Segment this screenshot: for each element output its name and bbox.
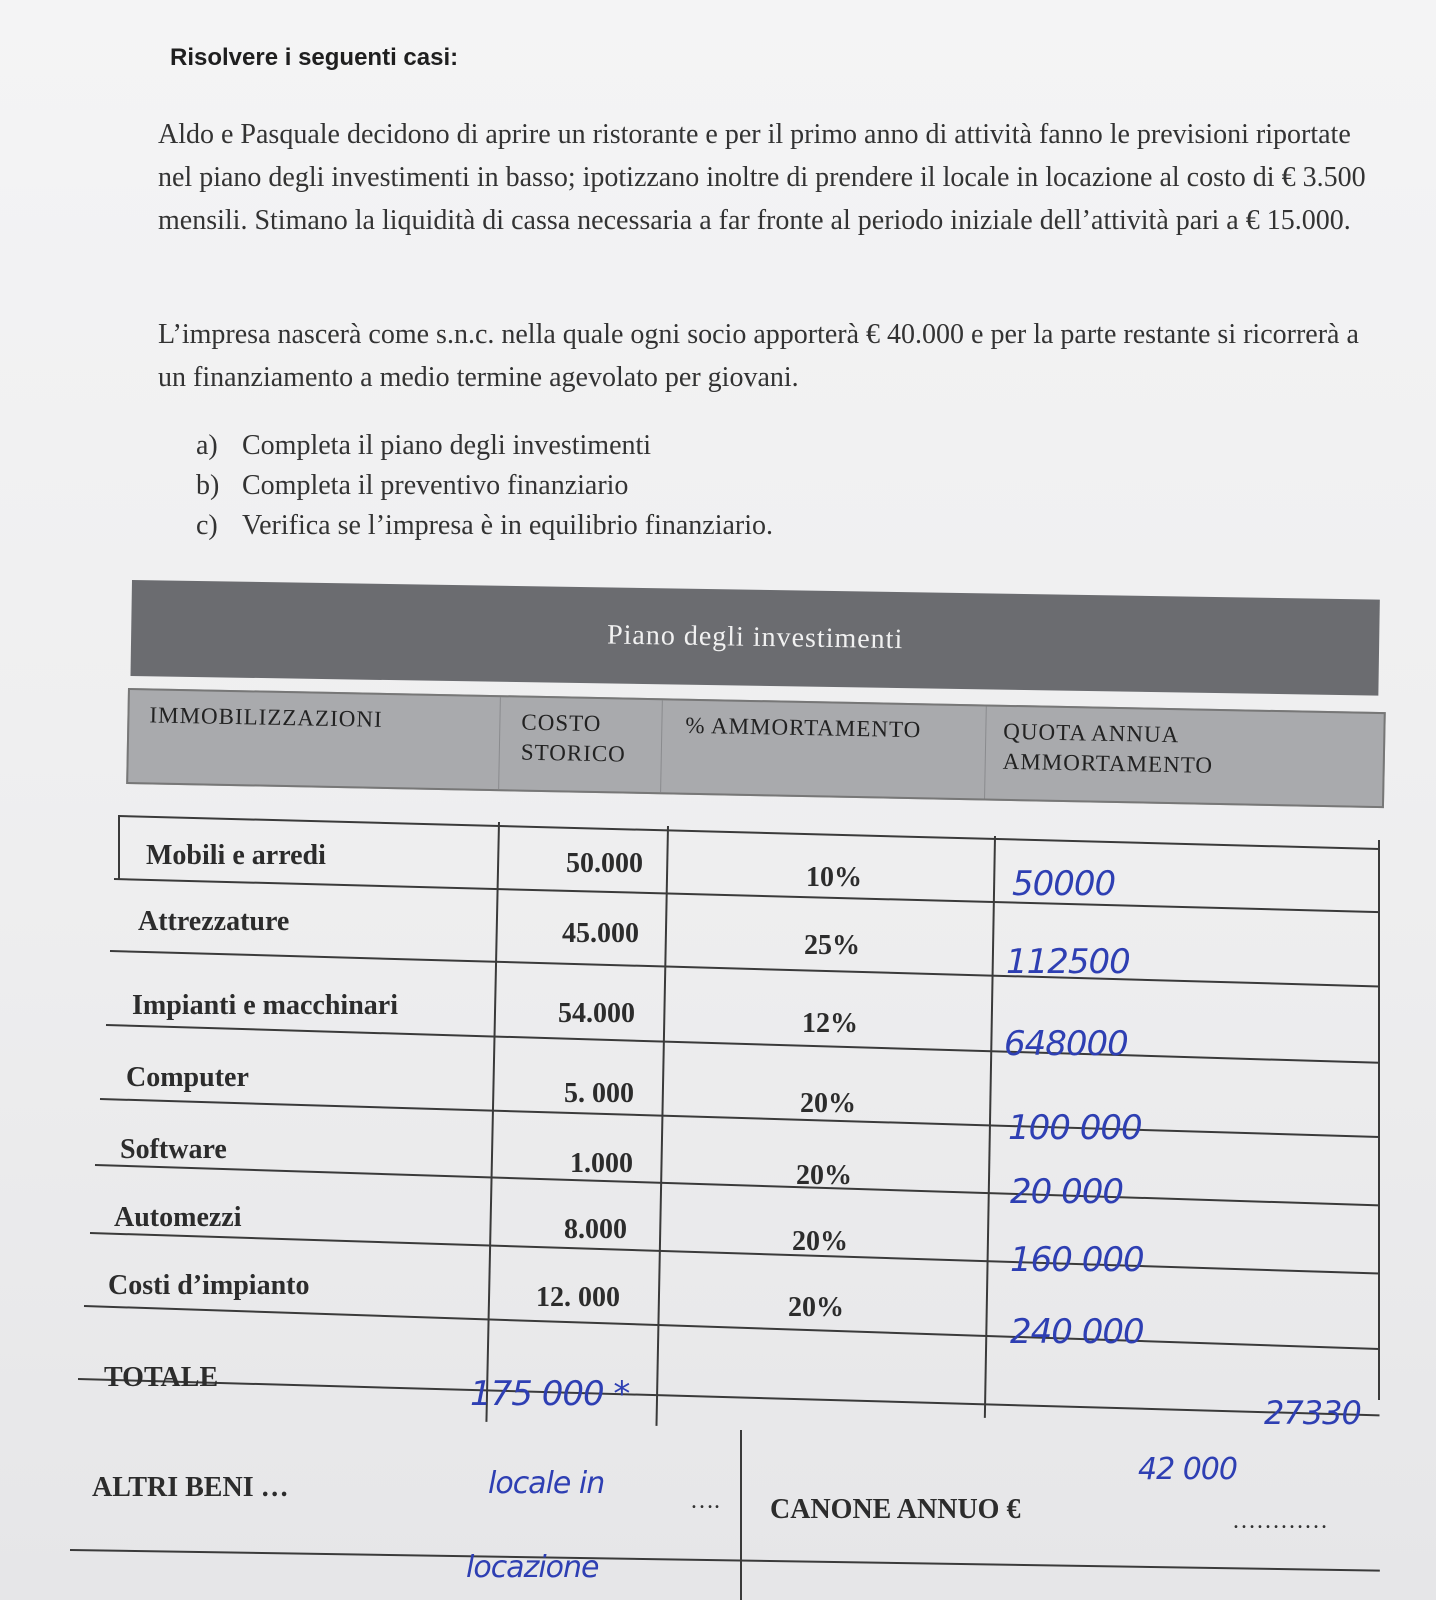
col-line — [740, 1430, 742, 1600]
header-ammortamento: % AMMORTAMENTO — [685, 712, 922, 743]
row-line — [90, 1232, 1379, 1275]
col-line — [655, 826, 669, 1426]
total-label: TOTALE — [104, 1362, 219, 1393]
col-line — [485, 822, 500, 1422]
handwritten-quota: 648000 — [1004, 1024, 1128, 1064]
row-line — [84, 1305, 1379, 1350]
handwritten-quota: 240 000 — [1010, 1312, 1144, 1352]
asset-cost: 1.000 — [570, 1148, 633, 1179]
asset-cost: 5. 000 — [564, 1078, 634, 1109]
asset-name: Computer — [126, 1062, 249, 1093]
task-marker: a) — [196, 430, 218, 461]
handwritten-quota: 112500 — [1006, 942, 1130, 982]
col-line — [1378, 840, 1380, 1400]
col-line — [118, 815, 120, 880]
asset-pct: 20% — [796, 1160, 852, 1191]
task-text: Verifica se l’impresa è in equilibrio finanziario. — [242, 510, 774, 541]
asset-name: Costi d’impianto — [108, 1270, 310, 1301]
row-line — [114, 878, 1380, 913]
dotted-fill: …. — [690, 1488, 720, 1514]
asset-name: Attrezzature — [138, 906, 290, 937]
row-line — [78, 1378, 1380, 1416]
asset-pct: 25% — [804, 930, 860, 961]
row-line — [95, 1164, 1379, 1206]
asset-name: Software — [120, 1134, 227, 1165]
dotted-fill: ………… — [1232, 1508, 1328, 1534]
row-line — [110, 950, 1380, 987]
asset-name: Impianti e macchinari — [132, 990, 398, 1021]
asset-cost: 12. 000 — [536, 1282, 620, 1313]
asset-cost: 8.000 — [564, 1214, 627, 1245]
header-quota-line1: QUOTA ANNUA — [1003, 718, 1180, 748]
handwritten-total-cost: 175 000 * — [470, 1374, 630, 1414]
header-costo-line1: COSTO — [521, 709, 602, 737]
handwritten-quota: 160 000 — [1010, 1240, 1144, 1280]
col-line — [984, 836, 996, 1418]
handwritten-quota: 100 000 — [1008, 1108, 1142, 1148]
asset-name: Automezzi — [114, 1202, 242, 1233]
handwritten-canone: 42 000 — [1138, 1452, 1237, 1487]
handwritten-quota: 20 000 — [1010, 1172, 1123, 1212]
header-quota-line2: AMMORTAMENTO — [1002, 748, 1214, 778]
task-text: Completa il piano degli investimenti — [242, 430, 652, 461]
asset-pct: 20% — [788, 1292, 844, 1323]
asset-cost: 50.000 — [566, 848, 643, 879]
header-costo-line2: STORICO — [520, 739, 627, 767]
asset-pct: 20% — [792, 1226, 848, 1257]
exercise-heading: Risolvere i seguenti casi: — [170, 44, 459, 71]
task-text: Completa il preventivo finanziario — [242, 470, 629, 501]
table-title: Piano degli investimenti — [606, 619, 904, 656]
row-line — [100, 1098, 1379, 1138]
asset-cost: 54.000 — [558, 998, 635, 1029]
handwritten-quota: 50000 — [1012, 864, 1116, 904]
asset-pct: 20% — [800, 1088, 856, 1119]
task-marker: b) — [196, 470, 220, 501]
case-paragraph-1: Aldo e Pasquale decidono di aprire un ristorante e per il primo anno di attività fanno le previsioni riportate nel piano degli investimenti in basso; ipotizzano inoltre di prendere il locale in locazione al costo di € 3.500 mensili. Stimano la liquidità di cassa necessaria a far fronte al periodo iniziale dell’attività pari a € 15.000. — [158, 119, 1366, 236]
task-marker: c) — [196, 510, 218, 541]
handwritten-locazione: locazione — [466, 1550, 599, 1585]
case-paragraph-2: L’impresa nascerà come s.n.c. nella quale ogni socio apporterà € 40.000 e per la parte restante si ricorrerà a un finanziamento a medio termine agevolato per giovani. — [158, 319, 1359, 393]
row-line — [70, 1549, 1380, 1572]
handwritten-altri-beni: locale in — [488, 1466, 605, 1501]
canone-label: CANONE ANNUO € — [770, 1494, 1021, 1525]
asset-pct: 12% — [802, 1008, 858, 1039]
handwritten-total-quota: 27330 — [1264, 1394, 1361, 1432]
header-immobilizzazioni: IMMOBILIZZAZIONI — [149, 702, 383, 732]
asset-name: Mobili e arredi — [146, 840, 326, 871]
altri-beni-label: ALTRI BENI … — [92, 1472, 289, 1503]
row-line — [106, 1024, 1379, 1064]
asset-pct: 10% — [806, 862, 862, 893]
asset-cost: 45.000 — [562, 918, 639, 949]
